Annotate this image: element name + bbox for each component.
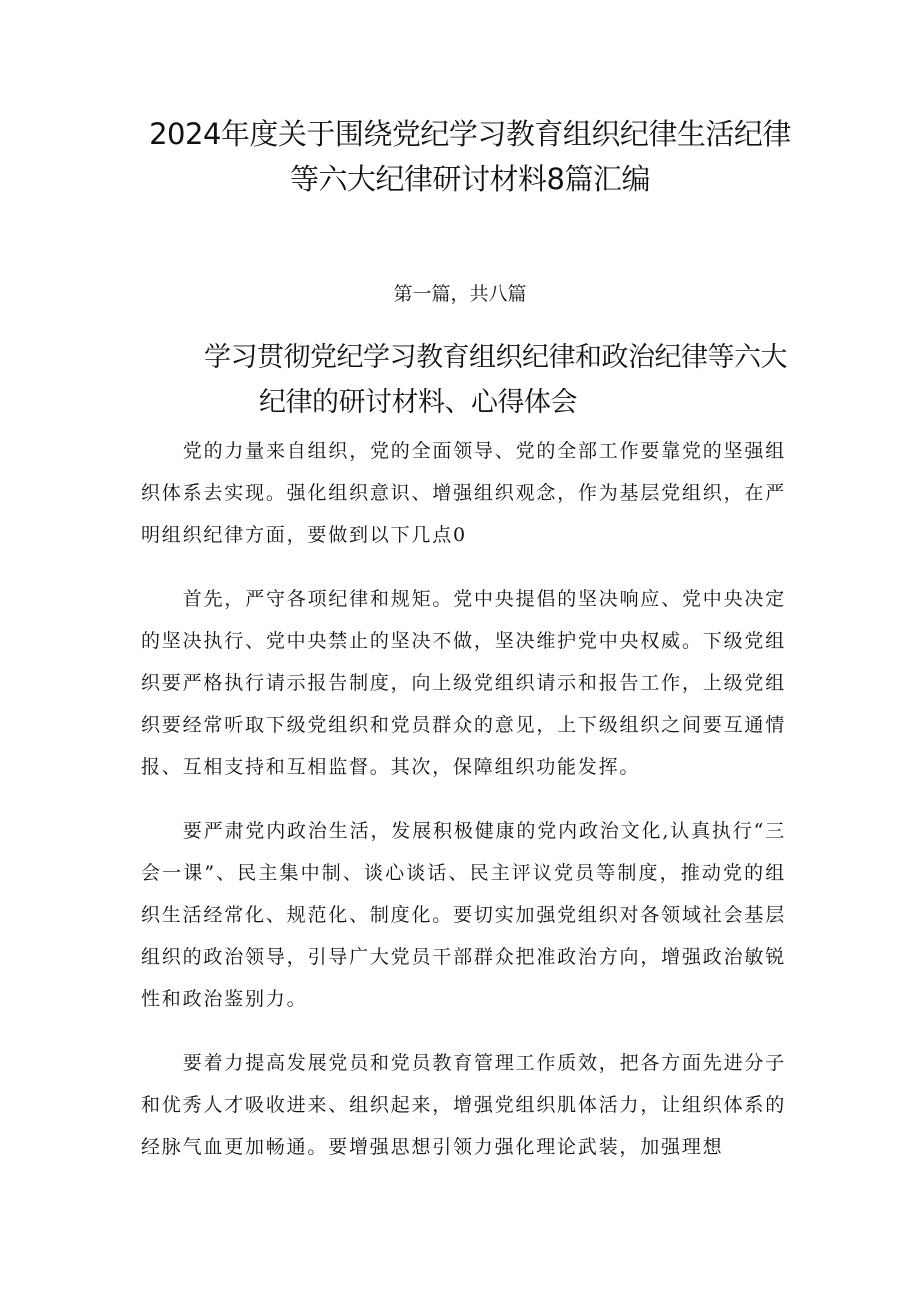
body-text: [141, 430, 786, 1190]
section-title-line-2: 纪律的研讨材料、心得体会: [259, 387, 577, 418]
paragraph: 要着力提高发展党员和党员教育管理工作质效，把各方面先进分子和优秀人才吸收进来、组织起来，增强党组织肌体活力，让组织体系的经脉气血更加畅通。要增强思想引领力强化理论武装，加强理想: [141, 1052, 786, 1158]
section-title-line-1: 学习贯彻党纪学习教育组织纪律和政治纪律等六大: [204, 342, 787, 373]
document-title-line-2: 等六大纪律研讨材料8篇汇编: [290, 162, 650, 196]
paragraph: 首先，严守各项纪律和规矩。党中央提倡的坚决响应、党中央决定的坚决执行、党中央禁止的坚决不做，坚决维护党中央权威。下级党组织要严格执行请示报告制度，向上级党组织请示和报告工作，上级党组织要经常听取下级党组织和党员群众的意见，上下级组织之间要互通情报、互相支持和互相监督。其次，保障组织功能发挥。: [141, 588, 786, 778]
section-label: 第一篇，共八篇: [393, 283, 527, 305]
document-title: [100, 112, 840, 202]
section-title: [204, 335, 804, 425]
paragraph: 党的力量来自组织，党的全面领导、党的全部工作要靠党的坚强组织体系去实现。强化组织意识、增强组织观念，作为基层党组织，在严明组织纪律方面，要做到以下几点0: [141, 440, 786, 546]
paragraph: 要严肃党内政治生活，发展积极健康的党内政治文化,认真执行“三会一课”、民主集中制、谈心谈话、民主评议党员等制度，推动党的组织生活经常化、规范化、制度化。要切实加强党组织对各领域社会基层组织的政治领导，引导广大党员干部群众把准政治方向，增强政治敏锐性和政治鉴别力。: [141, 820, 786, 1010]
document-title-line-1: 2024年度关于围绕党纪学习教育组织纪律生活纪律: [149, 117, 791, 151]
